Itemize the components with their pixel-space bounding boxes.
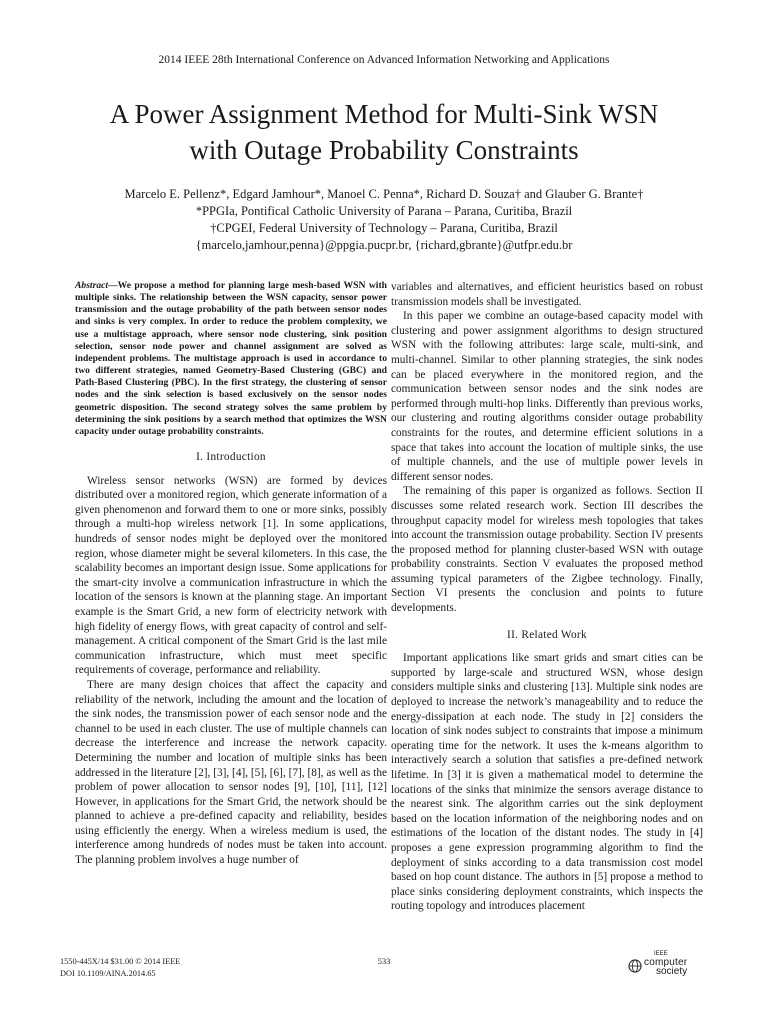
- footer-issn: 1550-445X/14 $31.00 © 2014 IEEE: [60, 957, 181, 966]
- right-column: [391, 280, 703, 914]
- paper-title: [40, 96, 728, 168]
- abstract: [75, 280, 387, 438]
- conference-header: 2014 IEEE 28th International Conference on Advanced Information Networking and Applications: [158, 54, 610, 66]
- author-names: Marcelo E. Pellenz*, Edgard Jamhour*, Manoel C. Penna*, Richard D. Souza† and Glauber G. Brante†: [124, 187, 644, 201]
- globe-icon: [628, 959, 642, 973]
- logo-society-text: society: [656, 966, 688, 977]
- right-paragraph-continued: variables and alternatives, and efficient heuristics based on robust transmission models shall be investigated.: [391, 281, 703, 308]
- right-paragraph-3: The remaining of this paper is organized as follows. Section II discusses some related research work. Section III describes the throughput capacity model for wireless mesh topologies that takes into account the transmission outage probability. Section IV presents the proposed method for planning cluster-based WSN with outage probability constraints. Section V evaluates the proposed method assuming typical parameters of the Zigbee technology. Finally, Section VI presents the conclusion and points to future developments.: [391, 485, 703, 615]
- title-line-1: A Power Assignment Method for Multi-Sink WSN: [109, 99, 659, 129]
- affiliation-2: †CPGEI, Federal University of Technology – Parana, Curitiba, Brazil: [210, 221, 558, 235]
- title-line-2: with Outage Probability Constraints: [189, 135, 579, 165]
- logo-computer-text: computer: [644, 957, 688, 968]
- section-heading-related-work: II. Related Work: [507, 628, 587, 641]
- left-column: [75, 280, 387, 868]
- ieee-computer-society-logo: [626, 951, 716, 979]
- author-emails: {marcelo,jamhour,penna}@ppgia.pucpr.br, {richard,gbrante}@utfpr.edu.br: [195, 238, 573, 252]
- page-number: 533: [377, 956, 391, 966]
- author-block: [0, 186, 768, 254]
- intro-paragraph-1: Wireless sensor networks (WSN) are formed by devices distributed over a monitored region, which generate information of a given phenomenon and forward them to one or more sinks, possibly through a multi-hop wireless network [1]. In some applications, hundreds of sensor nodes might be deployed over the monitored region, whose diameter might be several kilometers. In this case, the scalability becomes an important design issue. Some applications for the smart-city involve a communication infrastructure in which the location of the sensors is known at the planning stage. An important example is the Smart Grid, a new form of electricity network with high fidelity of energy flows, with great capacity of control and self-management. A critical component of the Smart Grid is the last mile communication infrastructure, which must meet specific requirements of coverage, performance and reliability.: [75, 474, 387, 677]
- related-paragraph-1: Important applications like smart grids and smart cities can be supported by large-scale and structured WSN, whose design considers multiple sinks and clustering [13]. Multiple sink nodes are deployed to increase the network’s manageability and to reduce the energy-dissipation at each node. The study in [2] considers the location of sink nodes subject to constraints that impose a minimum operating time for the network. It uses the k-means algorithm to interactively search a solution that satisfies a pre-defined network lifetime. In [3] it is given a mathematical model to determine the locations of the sinks that minimize the sensors average distance to the nearest sink. The algorithm carries out the sink deployment based on the location information of the neighboring nodes and on estimations of the location of the distant nodes. The study in [4] proposes a gene expression programming algorithm to find the deployment of sinks according to a data transmission cost model based on hop count distance. The authors in [5] propose a method to place sinks considering deployment constraints, which inspects the routing topology and introduces placement: [391, 652, 703, 913]
- abstract-text: —We propose a method for planning large mesh-based WSN with multiple sinks. The relationship between the WSN capacity, sensor power transmission and the outage probability of the path between sensor nodes and sinks is very complex. In order to reduce the problem complexity, we use a multistage approach, where sensor node clustering, sink position selection, sensor node power and channel assignment are solved as independent problems. The multistage approach is used in accordance to two different strategies, named Geometry-Based Clustering (GBC) and Path-Based Clustering (PBC). In the first strategy, the clustering of sensor nodes and the sink selection is based exclusively on the sensor nodes geometric disposition. The second strategy solves the same problem by determining the sink positions by a search method that optimizes the WSN capacity under outage probability constraints.: [75, 280, 387, 437]
- right-paragraph-2: In this paper we combine an outage-based capacity model with clustering and power assignment algorithms to design structured WSN with the following attributes: large scale, multi-sink, and multi-channel. Similar to other planning strategies, the sink nodes can be placed everywhere in the monitored region, and the communication between sensor nodes and the sink nodes are performed through multi-hop links. Differently than previous works, our clustering and routing algorithms consider outage probability constraints for the routes, and determine efficient solutions in a space that takes into account the location of multiple sinks, the use of multiple channels, and the use of multiple power levels in different sensor nodes.: [391, 310, 703, 483]
- footer-doi: DOI 10.1109/AINA.2014.65: [60, 969, 156, 978]
- affiliation-1: *PPGIa, Pontifical Catholic University of Parana – Parana, Curitiba, Brazil: [195, 204, 573, 218]
- logo-ieee-text: IEEE: [654, 951, 668, 957]
- section-heading-introduction: I. Introduction: [196, 451, 266, 464]
- intro-paragraph-2: There are many design choices that affect the capacity and reliability of the network, including the amount and the location of the sink nodes, the transmission power of each sensor node and the channel to be used in each cluster. The use of multiple channels can decrease the interference and increase the network capacity. Determining the number and location of multiple sinks has been addressed in the literature [2], [3], [4], [5], [6], [7], [8], as well as the problem of power allocation to sensor nodes [9], [10], [11], [12] However, in applications for the Smart Grid, the network should be planned to achieve a pre-defined capacity and reliability, besides using efficiently the energy. When a wireless medium is used, the interference among hundreds of nodes must be taken into account. The planning problem involves a huge number of: [75, 678, 387, 867]
- abstract-lead: Abstract: [75, 280, 109, 291]
